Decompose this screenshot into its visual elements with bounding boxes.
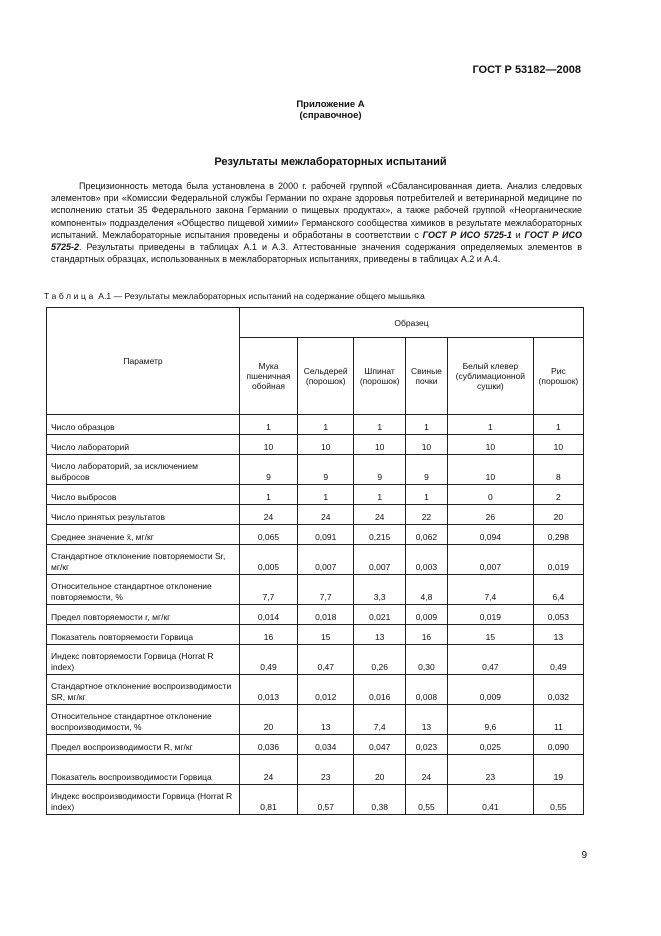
value-cell: 10 — [405, 435, 447, 455]
table-row — [47, 675, 584, 705]
value-cell: 0,007 — [447, 545, 533, 575]
value-cell: 1 — [405, 415, 447, 435]
intro-text-3: . Результаты приведены в таблицах А.1 и А.3. Аттестованные значения содержания определяемых элементов в стандартных образцах, использованных в межлабораторных испытаниях, приведены в таблицах А.2 и А.4. — [51, 242, 582, 265]
value-cell: 0,025 — [447, 735, 533, 755]
parameter-cell: Предел воспроизводимости R, мг/кг — [47, 735, 240, 755]
parameter-cell: Предел повторяемости r, мг/кг — [47, 605, 240, 625]
sample-header: Образец — [240, 308, 584, 338]
caption-label: Таблица — [44, 291, 96, 301]
value-cell: 0,47 — [447, 645, 533, 675]
value-cell: 0,55 — [405, 785, 447, 815]
table-row — [47, 755, 584, 785]
value-cell: 0,55 — [533, 785, 583, 815]
annex-title: Приложение А — [296, 99, 365, 110]
value-cell: 7,4 — [354, 705, 405, 735]
value-cell: 1 — [447, 415, 533, 435]
value-cell: 0,019 — [533, 545, 583, 575]
value-cell: 20 — [533, 505, 583, 525]
value-cell: 24 — [297, 505, 353, 525]
value-cell: 10 — [447, 435, 533, 455]
value-cell: 0,065 — [240, 525, 298, 545]
table-row — [47, 485, 584, 505]
value-cell: 22 — [405, 505, 447, 525]
value-cell: 0,012 — [297, 675, 353, 705]
intro-paragraph — [51, 180, 582, 265]
value-cell: 0,47 — [297, 645, 353, 675]
value-cell: 0 — [447, 485, 533, 505]
value-cell: 0,090 — [533, 735, 583, 755]
table-row — [47, 525, 584, 545]
value-cell: 1 — [354, 485, 405, 505]
section-title: Результаты межлабораторных испытаний — [214, 156, 447, 168]
value-cell: 0,298 — [533, 525, 583, 545]
parameter-cell: Стандартное отклонение повторяемости Sr, мг/кг — [47, 545, 240, 575]
value-cell: 2 — [533, 485, 583, 505]
value-cell: 0,007 — [297, 545, 353, 575]
value-cell: 1 — [297, 415, 353, 435]
value-cell: 24 — [240, 755, 298, 785]
value-cell: 26 — [447, 505, 533, 525]
value-cell: 24 — [354, 505, 405, 525]
table-row — [47, 435, 584, 455]
results-table — [46, 307, 584, 815]
parameter-cell: Число лабораторий — [47, 435, 240, 455]
sample-column-header: Мука пшеничная обойная — [240, 338, 298, 415]
parameter-cell: Относительное стандартное отклонение воспроизводимости, % — [47, 705, 240, 735]
value-cell: 0,005 — [240, 545, 298, 575]
value-cell: 13 — [405, 705, 447, 735]
intro-standard-2: ГОСТ Р ИСО 5725-2 — [51, 229, 582, 253]
param-header: Параметр — [47, 308, 240, 415]
value-cell: 7,4 — [447, 575, 533, 605]
value-cell: 0,094 — [447, 525, 533, 545]
table-row — [47, 415, 584, 435]
table-caption — [44, 291, 425, 301]
value-cell: 0,023 — [405, 735, 447, 755]
annex-heading — [0, 99, 661, 121]
table-row — [47, 575, 584, 605]
value-cell: 23 — [447, 755, 533, 785]
parameter-cell: Число выбросов — [47, 485, 240, 505]
value-cell: 0,49 — [240, 645, 298, 675]
value-cell: 0,013 — [240, 675, 298, 705]
value-cell: 11 — [533, 705, 583, 735]
value-cell: 0,021 — [354, 605, 405, 625]
value-cell: 10 — [354, 435, 405, 455]
value-cell: 0,014 — [240, 605, 298, 625]
value-cell: 16 — [405, 625, 447, 645]
value-cell: 9 — [240, 455, 298, 485]
value-cell: 24 — [240, 505, 298, 525]
value-cell: 0,018 — [297, 605, 353, 625]
value-cell: 0,38 — [354, 785, 405, 815]
value-cell: 0,007 — [354, 545, 405, 575]
value-cell: 20 — [240, 705, 298, 735]
value-cell: 0,41 — [447, 785, 533, 815]
value-cell: 0,49 — [533, 645, 583, 675]
parameter-cell: Показатель повторяемости Горвица — [47, 625, 240, 645]
value-cell: 1 — [240, 485, 298, 505]
parameter-cell: Стандартное отклонение воспроизводимости SR, мг/кг — [47, 675, 240, 705]
value-cell: 13 — [533, 625, 583, 645]
value-cell: 0,036 — [240, 735, 298, 755]
parameter-cell: Показатель воспроизводимости Горвица — [47, 755, 240, 785]
value-cell: 0,008 — [405, 675, 447, 705]
value-cell: 0,57 — [297, 785, 353, 815]
parameter-cell: Индекс повторяемости Горвица (Horrat R index) — [47, 645, 240, 675]
table-row — [47, 785, 584, 815]
page-number: 9 — [581, 850, 587, 861]
value-cell: 13 — [297, 705, 353, 735]
value-cell: 4,8 — [405, 575, 447, 605]
value-cell: 1 — [240, 415, 298, 435]
value-cell: 10 — [447, 455, 533, 485]
value-cell: 0,009 — [405, 605, 447, 625]
table-row — [47, 505, 584, 525]
table-row — [47, 605, 584, 625]
value-cell: 0,215 — [354, 525, 405, 545]
value-cell: 9 — [297, 455, 353, 485]
parameter-cell: Число лабораторий, за исключением выбросов — [47, 455, 240, 485]
sample-column-header: Рис (порошок) — [533, 338, 583, 415]
intro-text-2: и — [511, 229, 525, 240]
parameter-cell: Относительное стандартное отклонение повторяемости, % — [47, 575, 240, 605]
value-cell: 1 — [533, 415, 583, 435]
value-cell: 0,009 — [447, 675, 533, 705]
value-cell: 13 — [354, 625, 405, 645]
value-cell: 24 — [405, 755, 447, 785]
value-cell: 1 — [354, 415, 405, 435]
value-cell: 19 — [533, 755, 583, 785]
value-cell: 0,034 — [297, 735, 353, 755]
value-cell: 23 — [297, 755, 353, 785]
value-cell: 9 — [405, 455, 447, 485]
value-cell: 3,3 — [354, 575, 405, 605]
parameter-cell: Число принятых результатов — [47, 505, 240, 525]
intro-text-1: Прецизионность метода была установлена в 2000 г. рабочей группой «Сбалансированная диета. Анализ следовых элементов» при «Комиссии Федеральной службы Германии по охране здоровья потребителей и ветеринарной медицине по исполнению статьи 35 Федерального закона Германии о пищевых продуктах», а также рабочей группой «Неорганические компоненты» подразделения «Общество пищевой химии» Германского сообщества химиков в результате межлабораторных испытаний. Межлабораторные испытания проведены и обработаны в соответствии с — [51, 181, 582, 240]
value-cell: 8 — [533, 455, 583, 485]
value-cell: 1 — [405, 485, 447, 505]
value-cell: 1 — [297, 485, 353, 505]
caption-text: А.1 — Результаты межлабораторных испытаний на содержание общего мышьяка — [95, 291, 425, 301]
value-cell: 7,7 — [297, 575, 353, 605]
table-row — [47, 625, 584, 645]
sample-column-header: Сельдерей (порошок) — [297, 338, 353, 415]
intro-standard-1: ГОСТ Р ИСО 5725-1 — [422, 229, 512, 240]
value-cell: 9,6 — [447, 705, 533, 735]
value-cell: 0,016 — [354, 675, 405, 705]
table-row — [47, 735, 584, 755]
value-cell: 0,30 — [405, 645, 447, 675]
annex-subtitle: (справочное) — [299, 110, 362, 121]
value-cell: 10 — [533, 435, 583, 455]
value-cell: 0,26 — [354, 645, 405, 675]
value-cell: 15 — [297, 625, 353, 645]
value-cell: 0,032 — [533, 675, 583, 705]
document-header: ГОСТ Р 53182—2008 — [472, 64, 581, 76]
parameter-cell: Индекс воспроизводимости Горвица (Horrat R index) — [47, 785, 240, 815]
value-cell: 0,062 — [405, 525, 447, 545]
table-row — [47, 455, 584, 485]
value-cell: 7,7 — [240, 575, 298, 605]
value-cell: 0,81 — [240, 785, 298, 815]
value-cell: 0,091 — [297, 525, 353, 545]
sample-column-header: Свиные почки — [405, 338, 447, 415]
table-row — [47, 545, 584, 575]
value-cell: 0,053 — [533, 605, 583, 625]
value-cell: 0,003 — [405, 545, 447, 575]
value-cell: 9 — [354, 455, 405, 485]
value-cell: 10 — [297, 435, 353, 455]
sample-column-header: Белый клевер (сублимационной сушки) — [447, 338, 533, 415]
value-cell: 6,4 — [533, 575, 583, 605]
value-cell: 20 — [354, 755, 405, 785]
sample-column-header: Шпинат (порошок) — [354, 338, 405, 415]
value-cell: 0,047 — [354, 735, 405, 755]
value-cell: 10 — [240, 435, 298, 455]
value-cell: 15 — [447, 625, 533, 645]
parameter-cell: Среднее значение x̄, мг/кг — [47, 525, 240, 545]
table-row — [47, 645, 584, 675]
table-row — [47, 705, 584, 735]
value-cell: 0,019 — [447, 605, 533, 625]
parameter-cell: Число образцов — [47, 415, 240, 435]
value-cell: 16 — [240, 625, 298, 645]
